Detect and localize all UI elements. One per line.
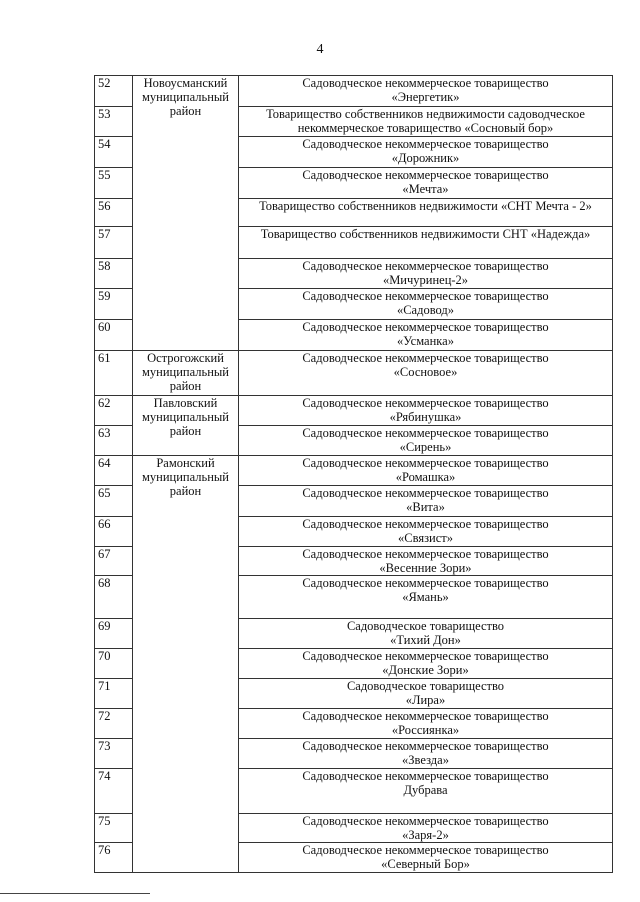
organization-name-line: «Весенние Зори» [379,561,472,575]
organization-name-line: Товарищество собственников недвижимости СНТ «Надежда» [260,227,591,241]
organization-name-line: Садоводческое некоммерческое товарищество [302,289,549,303]
organization-name [239,320,613,351]
row-number: 54 [95,137,133,168]
organization-name-line: Садоводческое некоммерческое товарищество [302,517,549,531]
registry-body [95,76,613,873]
row-number: 68 [95,576,133,619]
row-number: 65 [95,486,133,517]
table-row [95,396,613,426]
organization-name-line: Садоводческое товарищество [346,679,505,693]
row-number: 64 [95,456,133,486]
organization-name-line: «Звезда» [402,753,449,767]
row-number: 72 [95,709,133,739]
organization-name-line: «Северный Бор» [381,857,470,871]
row-number: 59 [95,289,133,320]
organization-name-line: Садоводческое некоммерческое товарищество [302,739,549,753]
organization-name [239,619,613,649]
row-number: 55 [95,168,133,199]
district-cell: Рамонский муниципальный район [133,456,239,873]
organization-name [239,486,613,517]
organization-name [239,739,613,769]
row-number: 70 [95,649,133,679]
organization-name-line: Садоводческое некоммерческое товарищество [302,709,549,723]
organization-name-line: «Связист» [398,531,453,545]
row-number: 61 [95,351,133,396]
row-number: 76 [95,843,133,873]
organization-name-line: «Усманка» [397,334,454,348]
organization-name [239,769,613,814]
organization-name [239,649,613,679]
row-number: 71 [95,679,133,709]
organization-name-line: «Рябинушка» [389,410,462,424]
district-cell: Острогожский муниципальный район [133,351,239,396]
organization-name [239,259,613,289]
organization-name-line: «Мичуринец-2» [382,273,469,287]
organization-name [239,426,613,456]
organization-name [239,517,613,547]
organization-name-line: Садоводческое некоммерческое товарищество [302,576,549,590]
row-number: 56 [95,199,133,227]
organization-name-line: «Ямань» [402,590,449,604]
organization-name [239,709,613,739]
organization-name-line: «Донские Зори» [382,663,469,677]
row-number: 69 [95,619,133,649]
organization-name [239,396,613,426]
registry-table [94,75,613,873]
organization-name-line: «Сосновое» [393,365,458,379]
organization-name-line: Садоводческое некоммерческое товарищество [302,769,549,783]
row-number: 73 [95,739,133,769]
row-number: 66 [95,517,133,547]
organization-name [239,289,613,320]
row-number: 75 [95,814,133,843]
organization-name-line: «Россиянка» [391,723,460,737]
organization-name-line: «Ромашка» [395,470,456,484]
footnote-rule [0,893,150,894]
organization-name-line: Садоводческое некоммерческое товарищество [302,456,549,470]
organization-name-line: «Энергетик» [391,90,460,104]
organization-name [239,576,613,619]
organization-name-line: Товарищество собственников недвижимости садоводческое [266,107,585,121]
row-number: 74 [95,769,133,814]
organization-name-line: «Тихий Дон» [390,633,461,647]
table-row [95,351,613,396]
organization-name-line: Садоводческое некоммерческое товарищество [302,396,549,410]
organization-name-line: Садоводческое некоммерческое товарищество [302,649,549,663]
district-cell: Новоусманский муниципальный район [133,76,239,351]
organization-name-line: «Дорожник» [391,151,460,165]
organization-name-line: Дубрава [403,783,448,797]
organization-name-line: Садоводческое некоммерческое товарищество [302,351,549,365]
organization-name-line: Садоводческое некоммерческое товарищество [302,843,549,857]
organization-name-line: Садоводческое некоммерческое товарищество [302,259,549,273]
organization-name-line: некоммерческое товарищество «Сосновый бор» [297,121,554,135]
organization-name [239,137,613,168]
organization-name [239,814,613,843]
organization-name [239,679,613,709]
organization-name-line: Садоводческое некоммерческое товарищество [302,426,549,440]
organization-name-line: Садоводческое некоммерческое товарищество [302,486,549,500]
organization-name-line: Садоводческое некоммерческое товарищество [302,168,549,182]
table-row [95,76,613,107]
row-number: 52 [95,76,133,107]
district-cell: Павловский муниципальный район [133,396,239,456]
organization-name-line: «Сирень» [399,440,452,454]
row-number: 63 [95,426,133,456]
organization-name-line: «Заря-2» [402,828,449,842]
organization-name [239,107,613,137]
organization-name [239,351,613,396]
organization-name [239,199,613,227]
organization-name-line: Товарищество собственников недвижимости «СНТ Мечта - 2» [259,199,592,213]
organization-name-line: Садоводческое товарищество [346,619,505,633]
row-number: 53 [95,107,133,137]
organization-name [239,547,613,576]
organization-name [239,456,613,486]
organization-name-line: Садоводческое некоммерческое товарищество [302,320,549,334]
row-number: 60 [95,320,133,351]
organization-name [239,843,613,873]
organization-name-line: Садоводческое некоммерческое товарищество [302,547,549,561]
organization-name-line: Садоводческое некоммерческое товарищество [302,76,549,90]
organization-name-line: «Вита» [406,500,445,514]
organization-name-line: Садоводческое некоммерческое товарищество [302,814,549,828]
table-row [95,456,613,486]
organization-name-line: Садоводческое некоммерческое товарищество [302,137,549,151]
row-number: 67 [95,547,133,576]
organization-name-line: «Лира» [405,693,446,707]
organization-name [239,76,613,107]
organization-name-line: «Садовод» [396,303,455,317]
organization-name [239,168,613,199]
row-number: 57 [95,227,133,259]
page-number: 4 [316,42,324,57]
row-number: 62 [95,396,133,426]
organization-name [239,227,613,259]
organization-name-line: «Мечта» [402,182,449,196]
row-number: 58 [95,259,133,289]
